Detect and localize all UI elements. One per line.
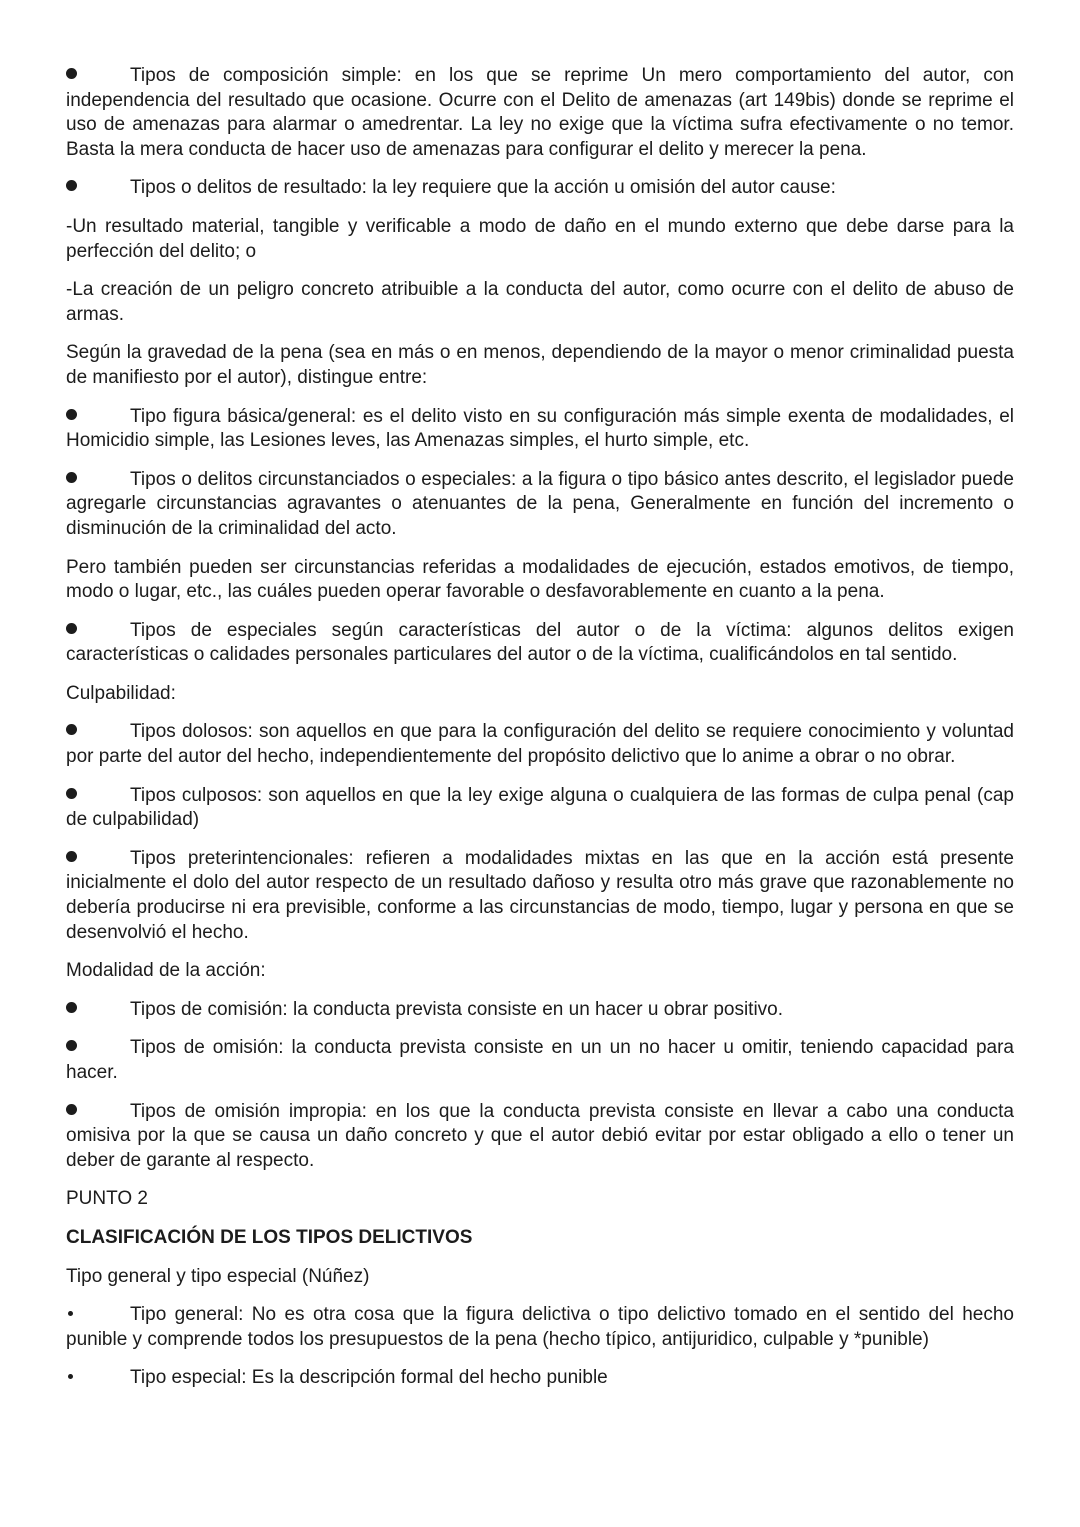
paragraph-tipos-culposos (66, 784, 1014, 833)
section-heading: CLASIFICACIÓN DE LOS TIPOS DELICTIVOS (66, 1226, 473, 1248)
paragraph-tipos-comision (66, 998, 1014, 1023)
paragraph-text: Tipos culposos: son aquellos en que la ley exige alguna o cualquiera de las formas de culpa penal (cap de culpabilidad) (66, 784, 1014, 831)
paragraph-resultado-material: -Un resultado material, tangible y verificable a modo de daño en el mundo externo que debe darse para la perfección del delito; o (66, 215, 1014, 262)
paragraph-tipos-especiales-autor (66, 619, 1014, 668)
paragraph-text: Tipo especial: Es la descripción formal del hecho punible (130, 1367, 608, 1389)
bullet-icon (66, 847, 130, 872)
paragraph-tipos-circunstanciados (66, 468, 1014, 542)
paragraph-text: Tipos de especiales según características del autor o de la víctima: algunos delitos exigen características o calidades personales particulares del autor o de la víctima, cualificándolos en tal sentido. (66, 619, 1014, 666)
bullet-icon (66, 1303, 130, 1328)
paragraph-text: Tipos de omisión: la conducta prevista consiste en un un no hacer u omitir, teniendo capacidad para hacer. (66, 1037, 1014, 1083)
paragraph-tipos-dolosos (66, 720, 1014, 769)
paragraph-tipos-omision (66, 1036, 1014, 1085)
bullet-icon (66, 468, 130, 493)
paragraph-text: Tipo general: No es otra cosa que la figura delictiva o tipo delictivo tomado en el sentido del hecho punible y comprende todos los presupuestos de la pena (hecho típico, antijuridico, culpable y *punible) (66, 1304, 1014, 1350)
paragraph-text: Tipos o delitos circunstanciados o especiales: a la figura o tipo básico antes descrito, el legislador puede agregarle circunstancias agravantes o atenuantes de la pena, Generalmente en función del incremento o disminución de la criminalidad del acto. (66, 468, 1014, 539)
paragraph-culpabilidad-label: Culpabilidad: (66, 682, 176, 704)
paragraph-peligro-concreto: -La creación de un peligro concreto atribuible a la conducta del autor, como ocurre con el delito de abuso de armas. (66, 279, 1014, 325)
paragraph-gravedad-pena: Según la gravedad de la pena (sea en más o en menos, dependiendo de la mayor o menor criminalidad puesta de manifiesto por el autor), distingue entre: (66, 342, 1014, 388)
bullet-icon (66, 619, 130, 644)
bullet-icon (66, 998, 130, 1023)
paragraph-tipos-composicion-simple (66, 64, 1014, 162)
paragraph-text: Tipos de composición simple: en los que se reprime Un mero comportamiento del autor, con independencia del resultado que ocasione. Ocurre con el Delito de amenazas (art 149bis) donde se reprime el uso de amenazas para alarmar o amedrentar. La ley no exige que la víctima sufra efectivamente o no temor. Basta la mera conducta de hacer uso de amenazas para configurar el delito y merecer la pena. (66, 65, 1014, 160)
bullet-icon (66, 720, 130, 745)
paragraph-tipo-especial (66, 1366, 1014, 1391)
paragraph-circunstancias-modalidades: Pero también pueden ser circunstancias referidas a modalidades de ejecución, estados emotivos, de tiempo, modo o lugar, etc., las cuáles pueden operar favorable o desfavorablemente en cuanto a la pena. (66, 556, 1014, 603)
paragraph-modalidad-accion-label: Modalidad de la acción: (66, 960, 266, 982)
bullet-icon (66, 176, 130, 201)
paragraph-text: Tipo figura básica/general: es el delito visto en su configuración más simple exenta de modalidades, el Homicidio simple, las Lesiones leves, las Amenazas simples, el hurto simple, etc. (66, 405, 1014, 452)
paragraph-text: Tipos o delitos de resultado: la ley requiere que la acción u omisión del autor cause: (130, 177, 836, 199)
paragraph-tipos-preterintencionales (66, 847, 1014, 945)
bullet-icon (66, 64, 130, 89)
paragraph-tipo-general (66, 1303, 1014, 1352)
paragraph-punto-2: PUNTO 2 (66, 1188, 149, 1210)
paragraph-tipo-figura-basica (66, 405, 1014, 454)
bullet-icon (66, 1036, 130, 1061)
paragraph-text: Tipos dolosos: son aquellos en que para la configuración del delito se requiere conocimiento y voluntad por parte del autor del hecho, independientemente del propósito delictivo que lo anime a obrar o no obrar. (66, 721, 1014, 768)
paragraph-text: Tipos de omisión impropia: en los que la conducta prevista consiste en llevar a cabo una conducta omisiva por la que se causa un daño concreto y que el autor debió evitar por estar obligado a ello o tener un deber de garante al respecto. (66, 1100, 1014, 1171)
bullet-icon (66, 405, 130, 430)
bullet-icon (66, 784, 130, 809)
paragraph-tipos-omision-impropia (66, 1100, 1014, 1174)
paragraph-tipo-general-especial: Tipo general y tipo especial (Núñez) (66, 1265, 370, 1287)
paragraph-tipos-resultado (66, 176, 1014, 201)
bullet-icon (66, 1366, 130, 1391)
paragraph-text: Tipos de comisión: la conducta prevista consiste en un hacer u obrar positivo. (130, 998, 784, 1020)
bullet-icon (66, 1100, 130, 1125)
paragraph-text: Tipos preterintencionales: refieren a modalidades mixtas en las que en la acción está presente inicialmente el dolo del autor respecto de un resultado dañoso y resulta otro más grave que razonablemente no debería producirse ni era previsible, conforme a las circunstancias de modo, tiempo, lugar y persona en que se desenvolvió el hecho. (66, 847, 1014, 943)
